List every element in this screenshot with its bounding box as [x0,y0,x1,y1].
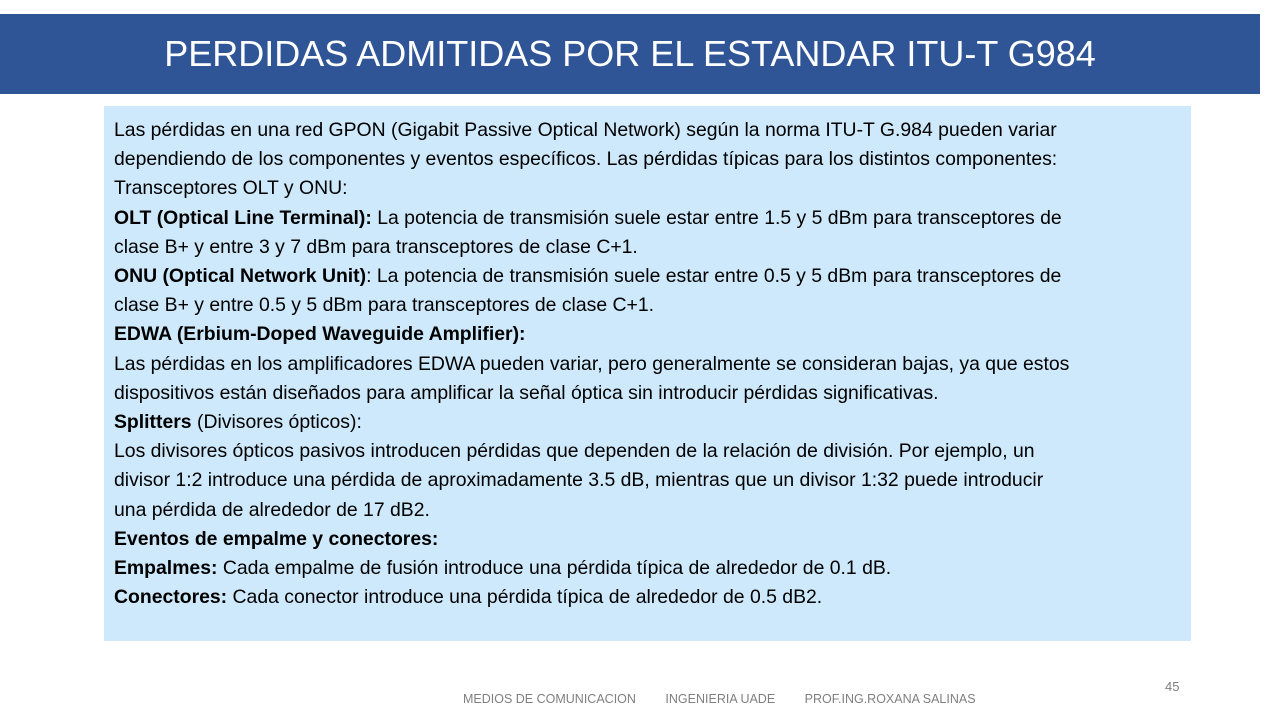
splitters-heading [114,408,1181,437]
olt-line-2: clase B+ y entre 3 y 7 dBm para transceptores de clase C+1. [114,235,638,258]
edwa-line-2: dispositivos están diseñados para amplificar la señal óptica sin introducir pérdidas significativas. [114,381,939,404]
transceivers-heading: Transceptores OLT y ONU: [114,177,348,200]
page-number: 45 [1165,679,1180,694]
splitters-line-2: divisor 1:2 introduce una pérdida de aproximadamente 3.5 dB, mientras que un divisor 1:32 puede introducir [114,469,1044,492]
conectores-text: Cada conector introduce una pérdida típica de alrededor de 0.5 dB2. [227,586,823,609]
empalmes-text: Cada empalme de fusión introduce una pérdida típica de alrededor de 0.1 dB. [217,557,892,580]
olt-label: OLT (Optical Line Terminal): [114,206,372,229]
empalmes-line [114,554,1181,583]
edwa-heading: EDWA (Erbium-Doped Waveguide Amplifier): [114,323,526,346]
edwa-line-1: Las pérdidas en los amplificadores EDWA pueden variar, pero generalmente se consideran bajas, ya que estos [114,352,1070,375]
olt-text: La potencia de transmisión suele estar entre 1.5 y 5 dBm para transceptores de [371,206,1062,229]
splitters-label: Splitters [114,411,192,434]
footer [463,692,976,706]
onu-text: : La potencia de transmisión suele estar entre 0.5 y 5 dBm para transceptores de [366,265,1062,288]
intro-line-2: dependiendo de los componentes y eventos específicos. Las pérdidas típicas para los distintos componentes: [114,148,1058,171]
empalmes-label: Empalmes: [114,557,218,580]
content-box [104,106,1191,641]
footer-professor: PROF.ING.ROXANA SALINAS [804,692,976,706]
conectores-line [114,583,1181,612]
splitters-line-1: Los divisores ópticos pasivos introducen pérdidas que dependen de la relación de división. Por ejemplo, un [114,440,1035,463]
title-bar [0,14,1260,94]
slide-title: PERDIDAS ADMITIDAS POR EL ESTANDAR ITU-T G984 [164,33,1096,74]
intro-line-1: Las pérdidas en una red GPON (Gigabit Passive Optical Network) según la norma ITU-T G.984 pueden variar [114,119,1057,141]
olt-line [114,204,1181,233]
splitters-line-3: una pérdida de alrededor de 17 dB2. [114,498,430,521]
footer-institution: INGENIERIA UADE [665,692,776,706]
splitters-text: (Divisores ópticos): [191,411,362,434]
footer-course: MEDIOS DE COMUNICACION [463,692,636,706]
onu-label: ONU (Optical Network Unit) [114,265,367,288]
conectores-label: Conectores: [114,586,228,609]
onu-line-2: clase B+ y entre 0.5 y 5 dBm para transceptores de clase C+1. [114,294,654,317]
events-heading: Eventos de empalme y conectores: [114,527,439,550]
onu-line [114,262,1181,291]
